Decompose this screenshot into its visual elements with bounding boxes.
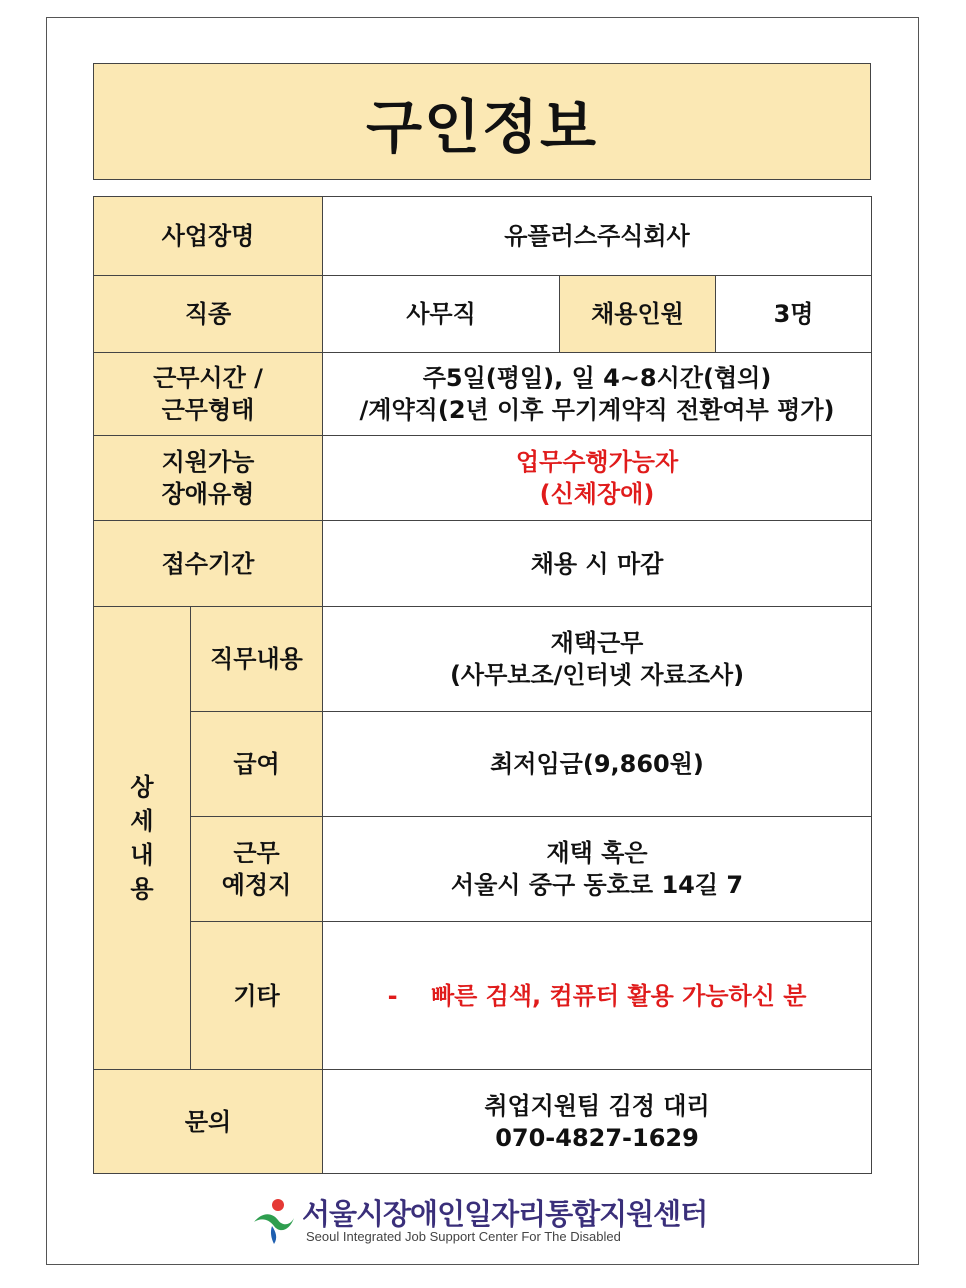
duties-value [323, 607, 872, 712]
hire-count-label: 채용인원 [560, 276, 716, 353]
period-label: 접수기간 [94, 521, 323, 607]
details-group-label [94, 607, 191, 1070]
contact-value-line1: 취업지원팀 김정 대리 [484, 1091, 710, 1120]
row-disability [94, 436, 872, 521]
org-name-ko: 서울시장애인일자리통합지원센터 [302, 1197, 708, 1231]
salary-label: 급여 [191, 712, 323, 817]
work-hours-label-line1: 근무시간 / [153, 364, 263, 392]
job-type-value: 사무직 [323, 276, 560, 353]
disability-label [94, 436, 323, 521]
work-hours-value-line2: /계약직(2년 이후 무기계약직 전환여부 평가) [359, 396, 835, 424]
job-type-label: 직종 [94, 276, 323, 353]
company-value: 유플러스주식회사 [323, 197, 872, 276]
row-etc [94, 922, 872, 1070]
location-value-line1: 재택 혹은 [546, 839, 648, 867]
contact-value [323, 1070, 872, 1174]
hire-count-value: 3명 [716, 276, 872, 353]
duties-value-line2: (사무보조/인터넷 자료조사) [449, 661, 745, 689]
row-location [94, 817, 872, 922]
row-job-type [94, 276, 872, 353]
disability-value [323, 436, 872, 521]
details-label-char: 용 [130, 875, 154, 903]
job-info-table [93, 196, 872, 1174]
page-title: 구인정보 [365, 92, 599, 161]
org-name-en: Seoul Integrated Job Support Center For The Disabled [306, 1229, 621, 1244]
details-label-char: 내 [130, 841, 154, 869]
details-label-char: 상 [130, 773, 154, 801]
row-salary [94, 712, 872, 817]
contact-value-line2: 070-4827-1629 [495, 1123, 699, 1152]
disability-label-line1: 지원가능 [161, 448, 255, 476]
disability-value-line1: 업무수행가능자 [515, 448, 679, 476]
details-label-char: 세 [130, 807, 154, 835]
row-duties [94, 607, 872, 712]
salary-value: 최저임금(9,860원) [323, 712, 872, 817]
row-work-hours [94, 353, 872, 436]
seoul-logo-icon [250, 1196, 296, 1246]
location-value [323, 817, 872, 922]
location-label [191, 817, 323, 922]
duties-value-line1: 재택근무 [550, 629, 644, 657]
work-hours-label-line2: 근무형태 [161, 396, 255, 424]
work-hours-value-line1: 주5일(평일), 일 4~8시간(협의) [422, 364, 772, 392]
period-value: 채용 시 마감 [323, 521, 872, 607]
footer-logo [250, 1192, 720, 1250]
work-hours-value [323, 353, 872, 436]
etc-value: - 빠른 검색, 컴퓨터 활용 가능하신 분 [323, 922, 872, 1070]
etc-label: 기타 [191, 922, 323, 1070]
contact-label: 문의 [94, 1070, 323, 1174]
location-label-line2: 예정지 [221, 871, 292, 899]
row-contact [94, 1070, 872, 1174]
disability-value-line2: (신체장애) [539, 480, 655, 508]
location-value-line2: 서울시 중구 동호로 14길 7 [450, 871, 744, 899]
title-banner [93, 63, 871, 180]
duties-label: 직무내용 [191, 607, 323, 712]
company-label: 사업장명 [94, 197, 323, 276]
location-label-line1: 근무 [233, 839, 280, 867]
work-hours-label [94, 353, 323, 436]
disability-label-line2: 장애유형 [161, 480, 255, 508]
row-company [94, 197, 872, 276]
row-period [94, 521, 872, 607]
